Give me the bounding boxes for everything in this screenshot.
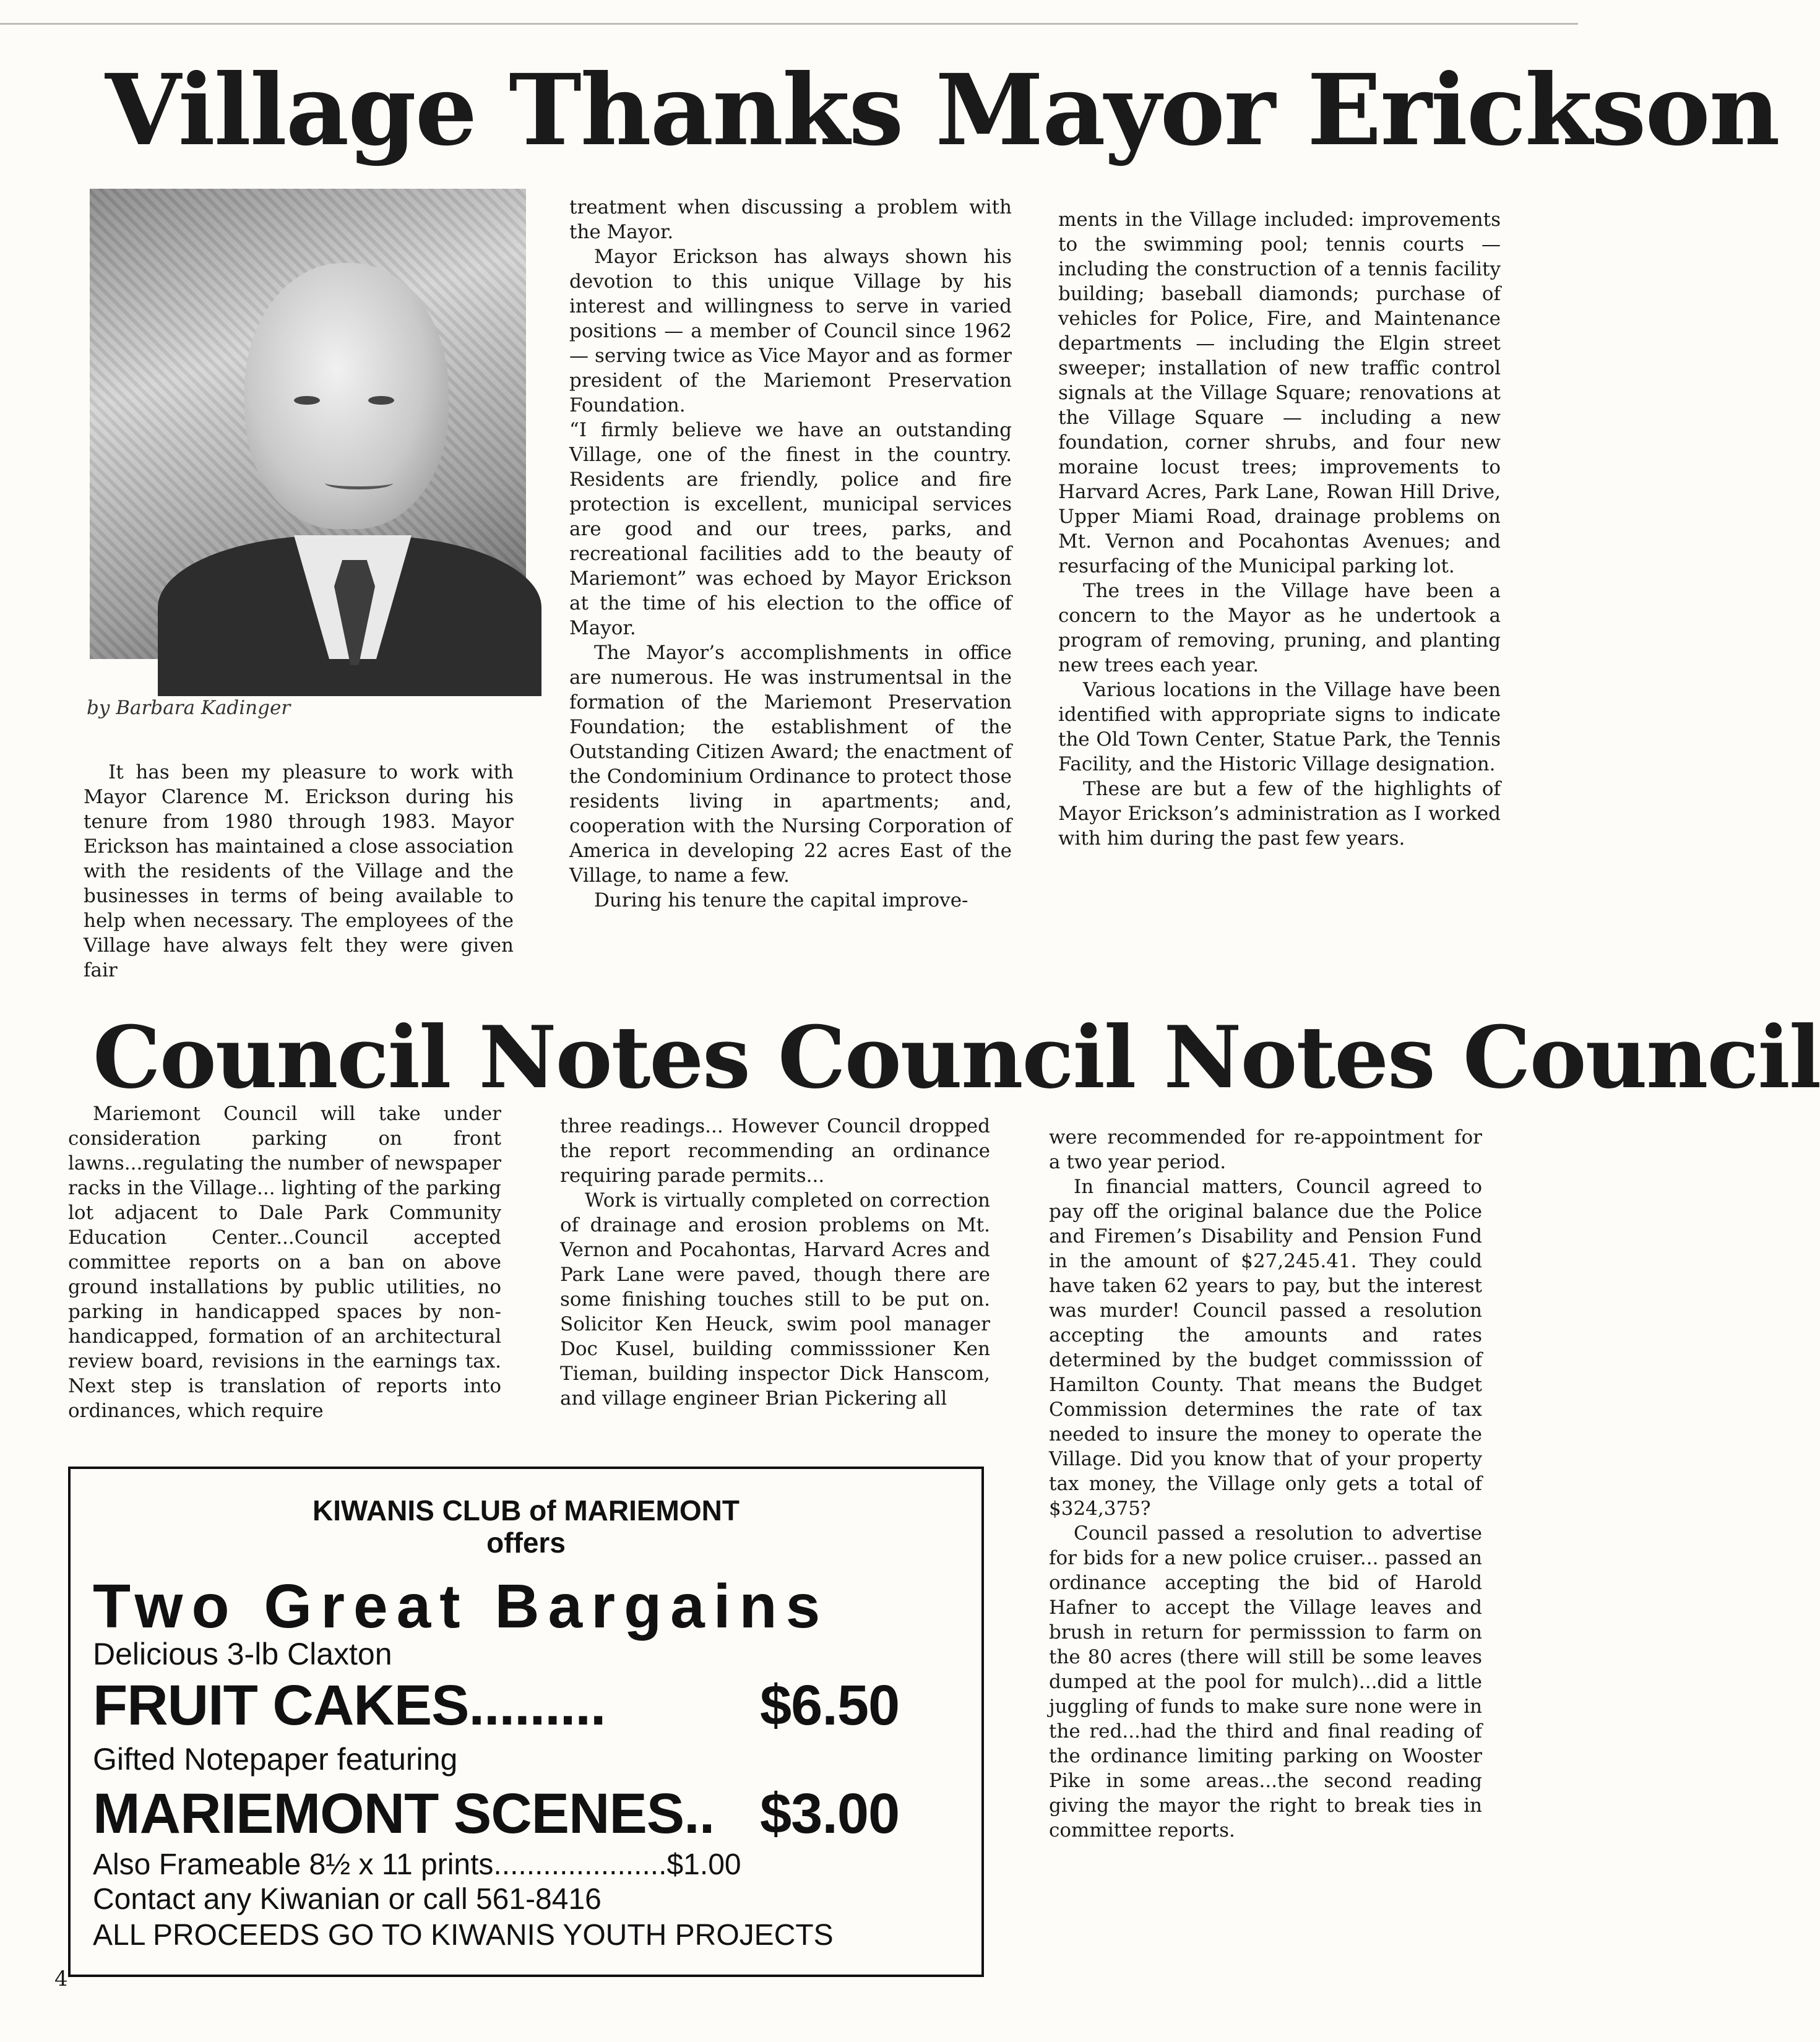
ad-item2 [93,1781,900,1846]
ad-item1 [93,1673,900,1738]
article-paragraph: The Mayor’s accomplishments in office are numerous. He was instrumentsal in the formation of the Mariemont Preservation Foundation; the establishment of the Outstanding Citizen Award; the enactment of the Condominium Ordinance to protect those residents living in apartments; and, cooperation with the Nursing Corporation of America in developing 22 acres East of the Village, to name a few. [569,642,1012,887]
ad-item2-description: Gifted Notepaper featuring [93,1742,458,1777]
mayor-photo [90,189,526,659]
article-paragraph: The trees in the Village have been a concern to the Mayor as he undertook a program of removing, pruning, and planting new trees each year. [1058,580,1501,676]
ad-item1-description: Delicious 3-lb Claxton [93,1637,392,1671]
byline: by Barbara Kadinger [87,697,291,719]
ad-proceeds: ALL PROCEEDS GO TO KIWANIS YOUTH PROJECTS [93,1919,834,1952]
council-column-2 [560,1114,990,1411]
ad-prints: Also Frameable 8½ x 11 prints.....................$1.00 [93,1848,741,1881]
article-paragraph: treatment when discussing a problem with the Mayor. [569,196,1012,243]
article-paragraph: “I firmly believe we have an outstanding Village, one of the finest in the country. Residents are friendly, police and fire protection is excellent, municipal services are good and our trees, parks, and recreational facilities add to the beauty of Mariemont” was echoed by Mayor Erickson at the time of his election to the office of Mayor. [569,419,1012,639]
article-paragraph: ments in the Village included: improvements to the swimming pool; tennis courts — including the construction of a tennis facility building; baseball diamonds; purchase of vehicles for Police, Fire, and Maintenance departments — including the Elgin street sweeper; installation of new traffic control signals at the Village Square; renovations at the Village Square — including a new foundation, corner shrubs, and four new moraine locust trees; improvements to Harvard Acres, Park Lane, Rowan Hill Drive, Upper Miami Road, drainage problems on Mt. Vernon and Pocahontas Avenues; and resurfacing of the Municipal parking lot. [1058,209,1501,577]
council-paragraph: In financial matters, Council agreed to pay off the original balance due the Police and Firemen’s Disability and Pension Fund in the amount of $27,245.41. They could have taken 62 years to pay, but the interest was murder! Council passed a resolution accepting the amounts and rates determined by the budget commisssion of Hamilton County. That means the Budget Commission determines the rate of tax needed to insure the money to operate the Village. Did you know that of your property tax money, the Village only gets a total of $324,375? [1049,1176,1482,1520]
ad-club-name: KIWANIS CLUB of MARIEMONT [313,1494,740,1527]
council-column-3 [1049,1125,1482,1843]
council-paragraph: were recommended for re-appointment for a two year period. [1049,1126,1482,1173]
article-column-3 [1058,207,1501,851]
ad-item1-name: FRUIT CAKES......... [93,1674,606,1737]
article-paragraph: It has been my pleasure to work with Mayor Clarence M. Erickson during his tenure from 1980 through 1983. Mayor Erickson has maintained a close association with the residents of the Village and the businesses in terms of being available to help when necessary. The employees of the Village have always felt they were given fair [84,761,514,981]
article-column-1 [84,760,514,983]
council-paragraph: Work is virtually completed on correction of drainage and erosion problems on Mt. Vernon and Pocahontas, Harvard Acres and Park Lane were paved, though there are some finishing touches still to be put on. Solicitor Ken Heuck, swim pool manager Doc Kusel, building commisssioner Ken Tieman, building inspector Dick Hanscom, and village engineer Brian Pickering all [560,1189,990,1410]
ad-contact: Contact any Kiwanian or call 561-8416 [93,1883,602,1916]
council-paragraph: Council passed a resolution to advertise for bids for a new police cruiser... passed an ordinance accepting the bid of Harold Hafner to accept the Village leaves and brush in return for permisssion to farm on the 80 acres (there will still be some leaves dumped at the pool for mulch)...did a little juggling of funds to make sure none were in the red...had the third and final reading of the ordinance limiting parking on Wooster Pike in some areas...the second reading giving the mayor the right to break ties in committee reports. [1049,1522,1482,1842]
council-headline: Council Notes Council Notes Council [93,1007,1820,1108]
council-paragraph: three readings... However Council dropped the report recommending an ordinance requiring parade permits... [560,1115,990,1187]
council-paragraph: Mariemont Council will take under consideration parking on front lawns...regulating the number of newspaper racks in the Village... lighting of the parking lot adjacent to Dale Park Community Education Center...Council accepted committee reports on a ban on above ground installations by public utilities, no parking in handicapped spaces by non-handicapped, formation of an architectural review board, revisions in the earnings tax. Next step is translation of reports into ordinances, which require [68,1103,501,1422]
article-paragraph: Various locations in the Village have been identified with appropriate signs to indicate the Old Town Center, Statue Park, the Tennis Facility, and the Historic Village designation. [1058,679,1501,775]
kiwanis-advertisement [68,1467,984,1977]
article-column-2 [569,195,1012,913]
ad-offers: offers [486,1527,566,1559]
ad-bargains-title: Two Great Bargains [93,1572,829,1641]
article-headline: Village Thanks Mayor Erickson [105,53,1779,168]
article-paragraph: During his tenure the capital improve- [594,889,968,911]
page-number: 4 [54,1967,68,1991]
page-top-rule [0,0,1578,25]
article-paragraph: These are but a few of the highlights of Mayor Erickson’s administration as I worked with him during the past few years. [1058,778,1501,850]
council-column-1 [68,1101,501,1423]
ad-item2-name: MARIEMONT SCENES.. [93,1782,715,1845]
ad-item1-price: $6.50 [760,1674,900,1737]
ad-item2-price: $3.00 [760,1782,900,1845]
article-paragraph: Mayor Erickson has always shown his devotion to this unique Village by his interest and willingness to serve in varied positions — a member of Council since 1962 — serving twice as Vice Mayor and as former president of the Mariemont Preservation Foundation. [569,246,1012,416]
